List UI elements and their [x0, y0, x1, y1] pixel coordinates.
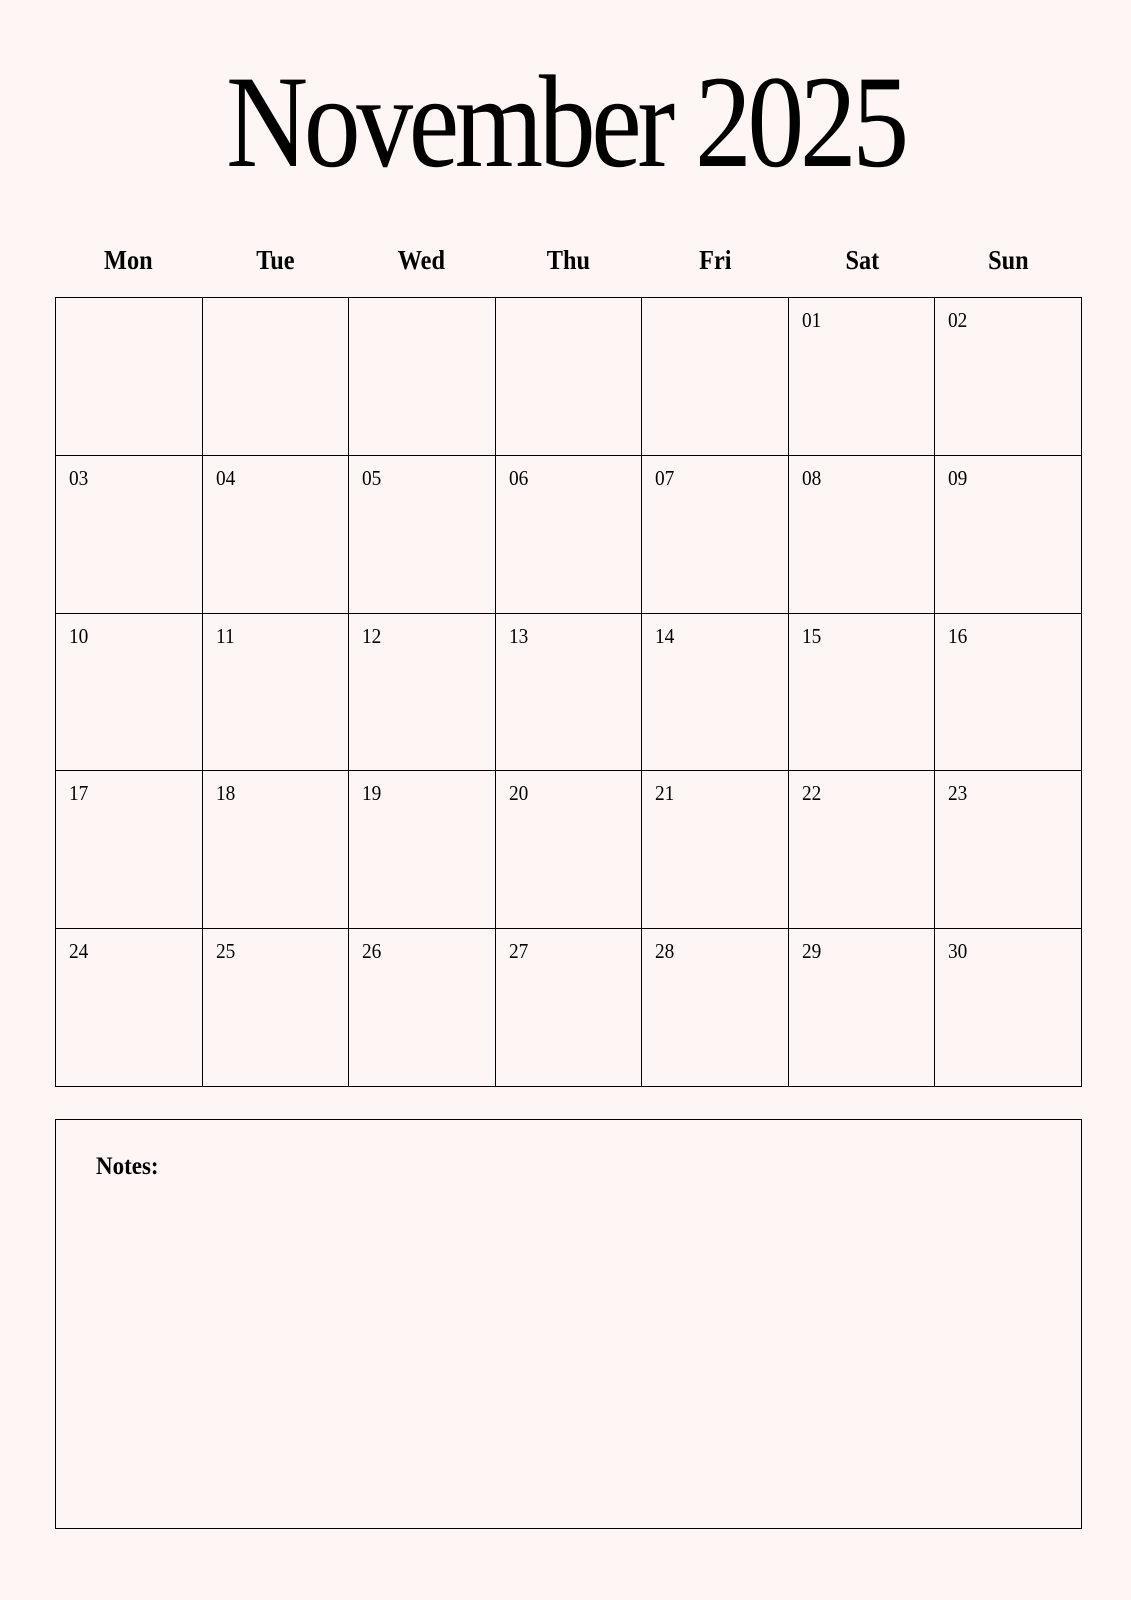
weekday-label-sun: Sun: [988, 245, 1029, 275]
page-title: November 2025: [226, 48, 905, 195]
day-cell[interactable]: [203, 456, 350, 614]
day-number: 02: [948, 308, 968, 332]
day-cell[interactable]: [496, 456, 643, 614]
weekday-label-thu: Thu: [546, 245, 591, 275]
day-cell[interactable]: [496, 614, 643, 772]
day-number: 12: [362, 623, 382, 648]
day-cell[interactable]: [203, 298, 350, 456]
day-number: 05: [362, 465, 382, 490]
day-number: 29: [801, 939, 822, 964]
day-cell[interactable]: [642, 929, 789, 1087]
day-cell[interactable]: [789, 614, 936, 772]
day-number: 24: [69, 939, 89, 964]
day-cell[interactable]: [349, 298, 496, 456]
day-number: 03: [69, 465, 89, 490]
day-number: 09: [948, 465, 968, 490]
day-number: 16: [948, 623, 968, 648]
weekday-label-mon: Mon: [104, 245, 153, 275]
day-number: 20: [508, 781, 529, 806]
day-number: 15: [801, 623, 822, 648]
weekday-label-sat: Sat: [845, 245, 879, 275]
day-number: 27: [508, 939, 529, 964]
day-cell[interactable]: [496, 771, 643, 929]
day-number: 28: [655, 939, 675, 964]
day-number: 21: [655, 781, 675, 806]
day-cell[interactable]: [349, 456, 496, 614]
day-number: 22: [801, 781, 822, 806]
day-number: 08: [801, 465, 822, 490]
day-number: 06: [508, 465, 529, 490]
day-cell[interactable]: [56, 614, 203, 772]
day-cell[interactable]: [203, 929, 350, 1087]
day-cell[interactable]: [935, 614, 1082, 772]
day-cell[interactable]: [496, 298, 643, 456]
weekday-label-tue: Tue: [255, 245, 295, 275]
day-cell[interactable]: [349, 614, 496, 772]
day-cell[interactable]: [349, 771, 496, 929]
day-cell[interactable]: [789, 456, 936, 614]
notes-box[interactable]: [55, 1119, 1082, 1529]
day-cell[interactable]: [203, 771, 350, 929]
day-cell[interactable]: [789, 298, 936, 456]
day-number: 23: [948, 781, 968, 806]
day-cell[interactable]: [642, 614, 789, 772]
day-cell[interactable]: [789, 929, 936, 1087]
day-number: 26: [362, 939, 382, 964]
notes-label: Notes:: [96, 1153, 159, 1180]
calendar-grid: [55, 297, 1082, 1087]
day-number: 30: [948, 939, 968, 964]
day-number: 19: [362, 781, 382, 806]
day-number: 04: [215, 465, 235, 490]
day-number: 14: [655, 623, 675, 648]
day-cell[interactable]: [56, 929, 203, 1087]
day-cell[interactable]: [349, 929, 496, 1087]
day-number: 13: [508, 623, 529, 648]
weekday-label-wed: Wed: [398, 245, 446, 275]
day-cell[interactable]: [935, 929, 1082, 1087]
day-cell[interactable]: [203, 614, 350, 772]
day-cell[interactable]: [935, 298, 1082, 456]
weekday-header-row: [55, 242, 1082, 278]
weekday-label-fri: Fri: [699, 245, 732, 275]
day-number: 07: [655, 465, 675, 490]
day-cell[interactable]: [935, 771, 1082, 929]
day-number: 10: [69, 623, 89, 648]
day-cell[interactable]: [642, 456, 789, 614]
day-cell[interactable]: [56, 298, 203, 456]
day-number: 11: [215, 623, 235, 648]
day-number: 25: [215, 939, 235, 964]
day-cell[interactable]: [642, 298, 789, 456]
day-number: 18: [215, 781, 235, 806]
day-cell[interactable]: [56, 456, 203, 614]
day-cell[interactable]: [642, 771, 789, 929]
day-cell[interactable]: [935, 456, 1082, 614]
day-cell[interactable]: [789, 771, 936, 929]
day-cell[interactable]: [56, 771, 203, 929]
day-number: 01: [801, 308, 822, 332]
day-number: 17: [69, 781, 89, 806]
day-cell[interactable]: [496, 929, 643, 1087]
